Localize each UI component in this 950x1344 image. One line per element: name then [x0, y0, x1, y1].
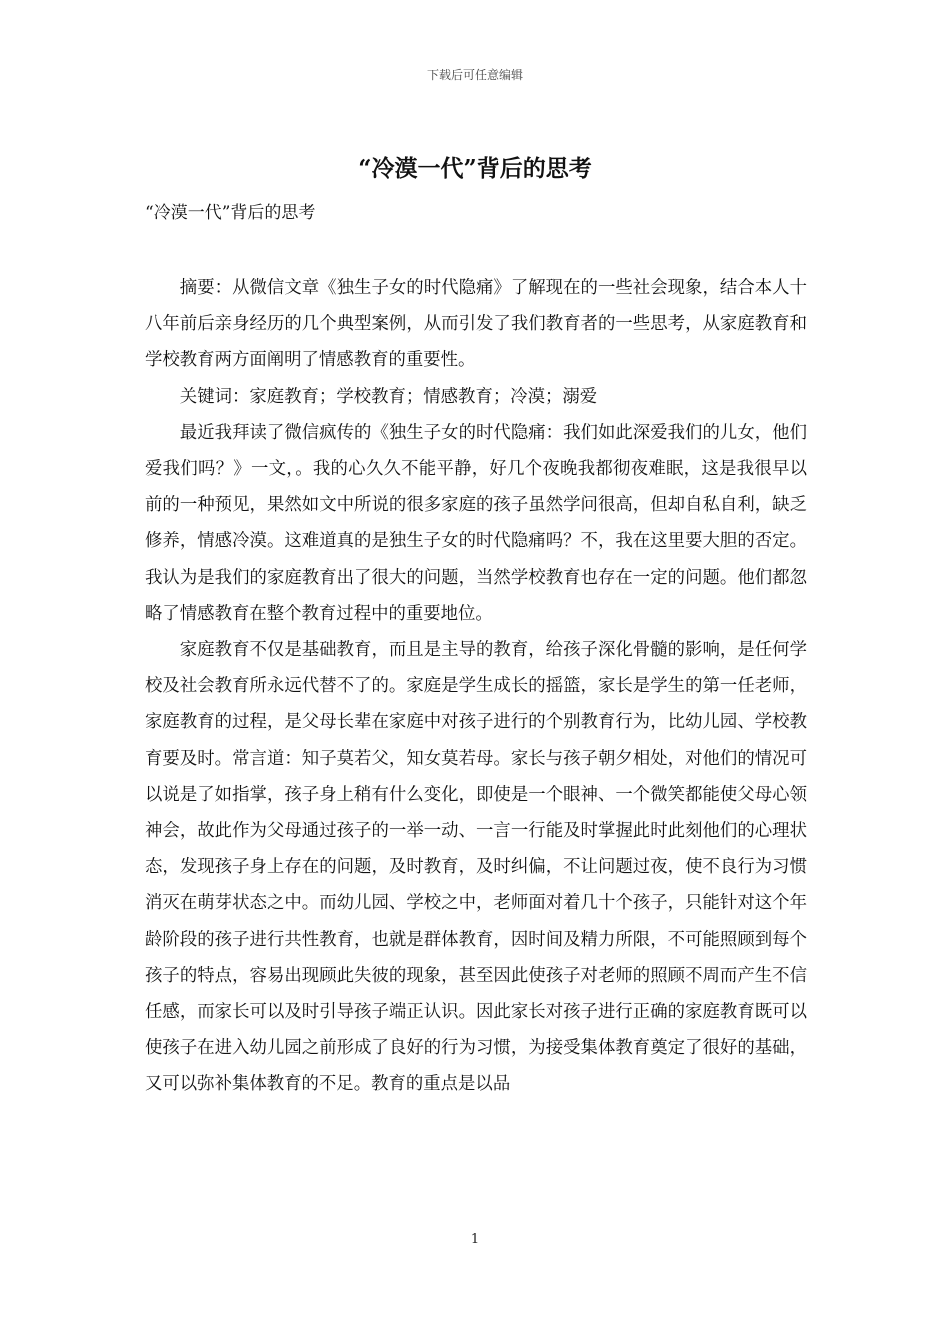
body-paragraph: 家庭教育不仅是基础教育，而且是主导的教育，给孩子深化骨髓的影响，是任何学校及社会教育所永远代替不了的。家庭是学生成长的摇篮，家长是学生的第一任老师，家庭教育的过程，是父母长辈在家庭中对孩子进行的个别教育行为，比幼儿园、学校教育要及时。常言道：知子莫若父，知女莫若母。家长与孩子朝夕相处，对他们的情况可以说是了如指掌，孩子身上稍有什么变化，即使是一个眼神、一个微笑都能使父母心领神会，故此作为父母通过孩子的一举一动、一言一行能及时掌握此时此刻他们的心理状态，发现孩子身上存在的问题，及时教育，及时纠偏，不让问题过夜，使不良行为习惯消灭在萌芽状态之中。而幼儿园、学校之中，老师面对着几十个孩子，只能针对这个年龄阶段的孩子进行共性教育，也就是群体教育，因时间及精力所限，不可能照顾到每个孩子的特点，容易出现顾此失彼的现象，甚至因此使孩子对老师的照顾不周而产生不信任感，而家长可以及时引导孩子端正认识。因此家长对孩子进行正确的家庭教育既可以使孩子在进入幼儿园之前形成了良好的行为习惯，为接受集体教育奠定了很好的基础，又可以弥补集体教育的不足。教育的重点是以品 — [145, 640, 807, 1095]
page-number: 1 — [470, 1232, 480, 1247]
document-title: “冷漠一代”背后的思考 — [358, 155, 592, 182]
abstract-paragraph: 摘要：从微信文章《独生子女的时代隐痛》了解现在的一些社会现象，结合本人十八年前后亲身经历的几个典型案例，从而引发了我们教育者的一些思考，从家庭教育和学校教育两方面阐明了情感教育的重要性。 — [145, 278, 807, 371]
keywords-paragraph: 关键词：家庭教育；学校教育；情感教育；冷漠；溺爱 — [179, 386, 598, 407]
body-paragraph: 最近我拜读了微信疯传的《独生子女的时代隐痛：我们如此深爱我们的儿女，他们爱我们吗？》一文，。我的心久久不能平静，好几个夜晚我都彻夜难眠，这是我很早以前的一种预见，果然如文中所说的很多家庭的孩子虽然学问很高，但却自私自利，缺乏修养，情感冷漠。这难道真的是独生子女的时代隐痛吗？不，我在这里要大胆的否定。我认为是我们的家庭教育出了很大的问题，当然学校教育也存在一定的问题。他们都忽略了情感教育在整个教育过程中的重要地位。 — [145, 422, 807, 624]
page-header: 下载后可任意编辑 — [426, 68, 523, 82]
document-subtitle: “冷漠一代”背后的思考 — [145, 203, 316, 223]
document-body — [145, 270, 807, 1103]
